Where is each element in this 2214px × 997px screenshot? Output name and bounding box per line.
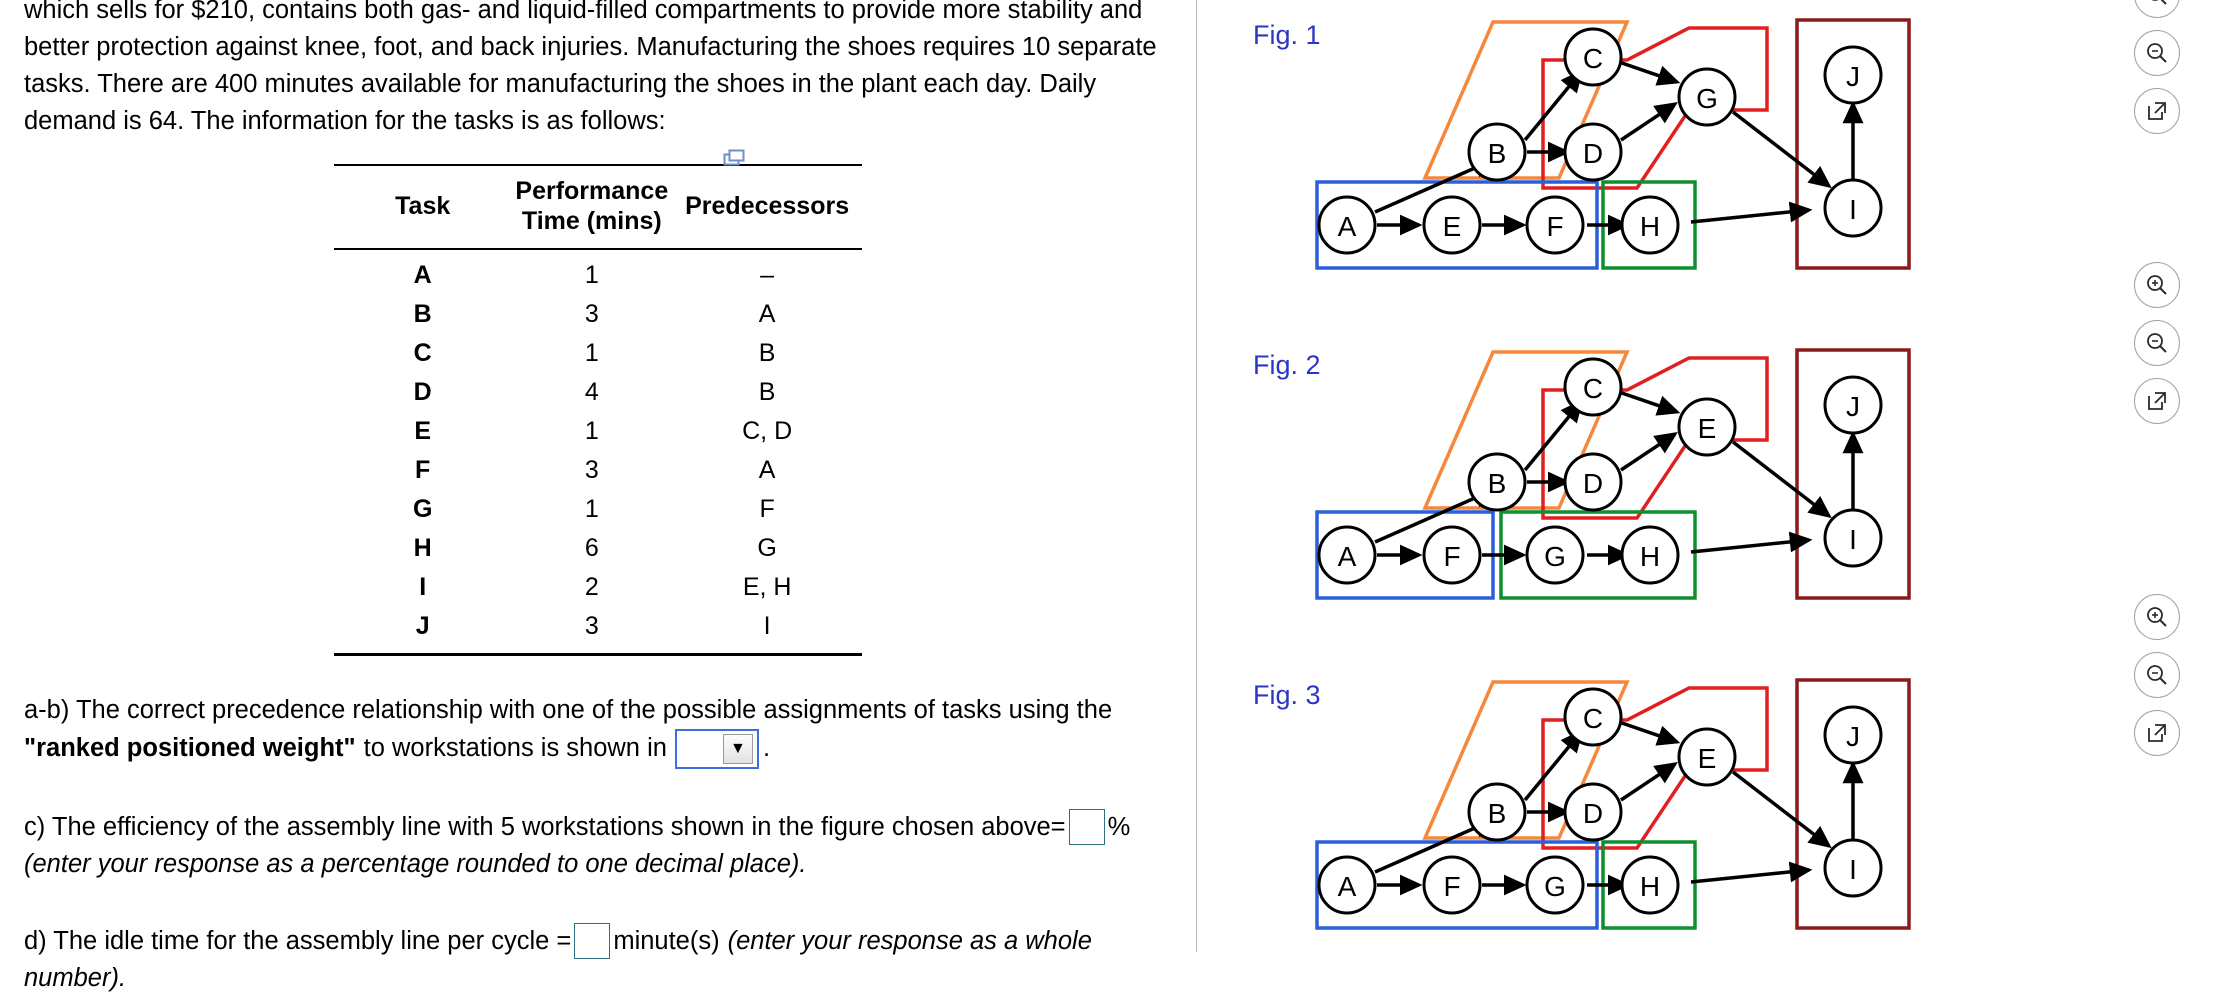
intro-paragraph: which sells for $210, contains both gas- and liquid-filled compartments to provide more stability and better protection against knee, foot, and back injuries. Manufacturing the shoes requires 10 separate tasks. There are 400 minutes available for manufacturing the shoes in the plant each day. Daily demand is 64. The information for the tasks is as follows: [24,0,1157,135]
cell-task: F [415,456,431,484]
question-d-hint2-text: number). [24,963,127,992]
question-d [24,923,1174,997]
minutes-unit: minute(s) [613,926,720,955]
node-f-label: F [1546,211,1564,242]
figure-1 [1197,0,2157,300]
edge-d-e [1621,764,1675,800]
chevron-down-icon[interactable]: ▼ [723,734,753,764]
table-row [334,295,862,334]
node-a-label: A [1337,871,1357,902]
table-row [334,412,862,451]
edge-d-g [1621,104,1675,140]
table-row [334,334,862,373]
table-row [334,607,862,653]
cell-predecessors: B [758,339,776,367]
edge-b-c [1525,732,1581,800]
figure-1-diagram[interactable] [1297,0,1977,280]
table-header-row [334,165,862,249]
header-predecessors: Predecessors [685,192,850,220]
cell-task: H [413,534,432,562]
node-c-label: C [1582,43,1604,74]
figure-3 [1197,660,2157,960]
cell-time: 3 [584,456,599,484]
edge-h-i [1691,870,1809,882]
figures-pane [1197,0,2214,974]
edge-d-e [1621,434,1675,470]
question-ab-line1: a-b) The correct precedence relationship with one of the possible assignments of tasks using the [24,695,1113,724]
node-j-label: J [1846,391,1860,422]
node-i-label: I [1849,524,1857,555]
zoom-in-button-3[interactable] [2134,594,2180,640]
zoom-in-button-1[interactable] [2134,0,2180,18]
header-performance-time-line1: Performance [515,177,669,205]
task-table-wrapper [334,164,862,656]
figure-2-diagram[interactable] [1297,330,1977,610]
question-c [24,809,1174,883]
figure-2-label: Fig. 2 [1253,350,1321,380]
percent-unit: % [1107,812,1131,841]
cell-time: 6 [584,534,599,562]
task-table-head [334,165,862,249]
question-c-hint-text: (enter your response as a percentage rounded to one decimal place). [24,849,807,878]
figure-2-toolbar [2134,262,2192,436]
node-b-label: B [1487,138,1507,169]
figure-3-diagram[interactable] [1297,660,1977,940]
cell-task: G [412,495,433,523]
zoom-out-icon [2145,663,2169,687]
cell-task: C [413,339,432,367]
node-j-label: J [1846,721,1860,752]
question-d-text: d) The idle time for the assembly line per cycle = [24,926,572,955]
cell-time: 3 [584,300,599,328]
cell-predecessors: G [757,534,777,562]
open-in-new-window-button-1[interactable] [2134,88,2180,134]
node-e-label: E [1697,743,1717,774]
node-f-label: F [1443,541,1461,572]
question-d-hint2 [24,960,1174,997]
node-b-label: B [1487,468,1507,499]
zoom-in-icon [2145,273,2169,297]
question-ab-bold-phrase: "ranked positioned weight" [24,734,356,762]
table-row [334,451,862,490]
node-d-label: D [1582,138,1604,169]
node-b-label: B [1487,798,1507,829]
edge-b-c [1525,402,1581,470]
question-ab [24,692,1174,769]
open-in-new-window-icon [2146,100,2168,122]
cell-predecessors: I [763,612,771,640]
cell-predecessors: C, D [742,417,793,445]
edge-c-e [1619,722,1677,742]
idle-time-input[interactable] [574,923,610,959]
node-d-label: D [1582,798,1604,829]
figure-2 [1197,330,2157,630]
question-c-line1 [24,809,1174,846]
copy-table-icon[interactable] [724,150,746,168]
question-ab-line2 [24,729,1174,769]
open-in-new-window-icon [2146,722,2168,744]
cell-predecessors: A [758,300,776,328]
edge-e-i [1733,772,1829,846]
node-f-label: F [1443,871,1461,902]
cell-task: J [415,612,430,640]
question-c-text: c) The efficiency of the assembly line with 5 workstations shown in the figure chosen above= [24,812,1066,841]
figure-1-toolbar [2134,0,2192,146]
cell-task: E [414,417,432,445]
zoom-out-icon [2145,331,2169,355]
node-i-label: I [1849,194,1857,225]
open-in-new-window-button-3[interactable] [2134,710,2180,756]
cell-time: 1 [584,417,599,445]
edge-b-c [1525,72,1581,140]
node-h-label: H [1639,211,1661,242]
cell-predecessors: F [759,495,775,523]
edge-e-i [1733,442,1829,516]
zoom-out-icon [2145,41,2169,65]
zoom-in-icon [2145,605,2169,629]
task-table-body [334,249,862,653]
cell-task: B [413,300,432,328]
open-in-new-window-button-2[interactable] [2134,378,2180,424]
edge-h-i [1691,540,1809,552]
node-j-label: J [1846,61,1860,92]
node-e-label: E [1442,211,1462,242]
cell-time: 3 [584,612,599,640]
table-bottom-rule [334,653,862,656]
cell-time: 1 [584,339,599,367]
node-d-label: D [1582,468,1604,499]
node-c-label: C [1582,703,1604,734]
efficiency-input[interactable] [1069,809,1105,845]
node-g-label: G [1696,83,1718,114]
cell-time: 1 [584,495,599,523]
node-h-label: H [1639,871,1661,902]
node-h-label: H [1639,541,1661,572]
header-performance-time [511,165,672,249]
table-row [334,249,862,295]
cell-task: D [413,378,432,406]
cell-task: I [419,573,427,601]
table-row [334,568,862,607]
cell-predecessors: B [758,378,776,406]
node-a-label: A [1337,541,1357,572]
edge-h-i [1691,210,1809,222]
figure-select-dropdown[interactable] [675,729,759,769]
node-a-label: A [1337,211,1357,242]
header-performance-time-line2: Time (mins) [521,207,662,235]
node-i-label: I [1849,854,1857,885]
figure-1-label: Fig. 1 [1253,20,1321,50]
task-table [334,164,862,653]
edge-c-e [1619,392,1677,412]
figure-3-label: Fig. 3 [1253,680,1321,710]
edge-c-g [1619,62,1677,82]
cell-task: A [413,261,432,289]
question-c-hint [24,846,1174,883]
open-in-new-window-icon [2146,390,2168,412]
cell-predecessors: A [758,456,776,484]
question-ab-tail: to workstations is shown in [363,734,667,762]
cell-predecessors: – [760,261,775,289]
node-g-label: G [1544,871,1566,902]
cell-predecessors: E, H [742,573,792,601]
question-d-hint1: (enter your response as a whole [727,926,1092,955]
zoom-in-icon [2145,0,2169,7]
table-row [334,529,862,568]
node-g-label: G [1544,541,1566,572]
zoom-out-button-3[interactable] [2134,652,2180,698]
question-ab-period: . [762,734,771,762]
edge-g-i [1733,112,1829,186]
table-row [334,490,862,529]
header-task: Task [395,192,451,220]
table-row [334,373,862,412]
cell-time: 4 [584,378,599,406]
zoom-in-button-2[interactable] [2134,262,2180,308]
node-e-label: E [1697,413,1717,444]
question-d-line1 [24,923,1174,960]
zoom-out-button-1[interactable] [2134,30,2180,76]
cell-time: 1 [584,261,599,289]
zoom-out-button-2[interactable] [2134,320,2180,366]
cell-time: 2 [584,573,599,601]
figure-3-toolbar [2134,594,2192,768]
node-c-label: C [1582,373,1604,404]
